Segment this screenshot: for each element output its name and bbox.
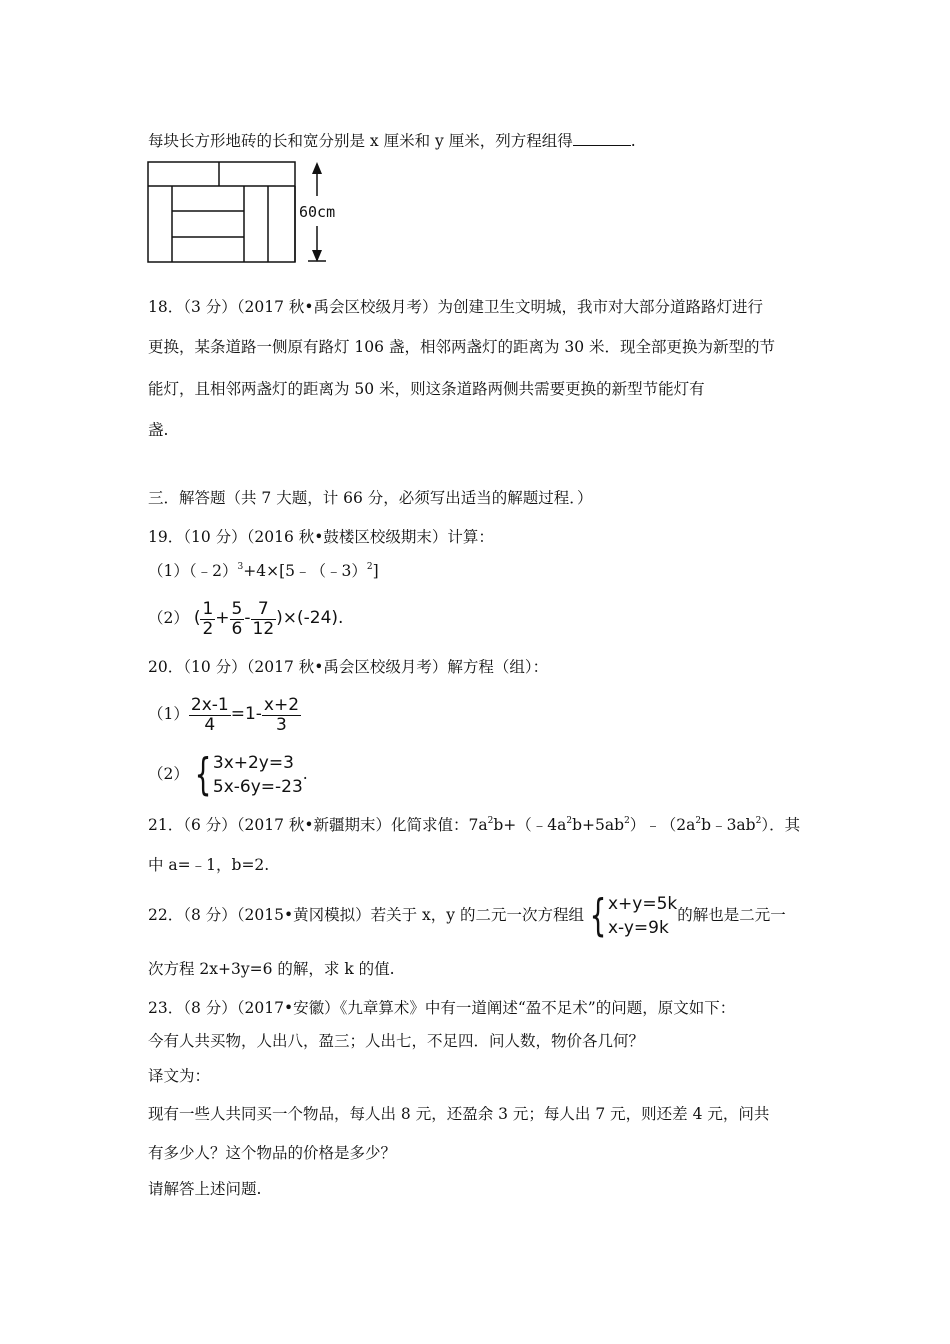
q18-line3: 能灯，且相邻两盏灯的距离为 50 米，则这条道路两侧共需要更换的新型节能灯有 — [148, 380, 705, 398]
fraction: $\frac{1}{2}$ — [202, 598, 214, 639]
q18-line1: 18．（3 分）（2017 秋•禹会区校级月考）为创建卫生文明城，我市对大部分道路路灯进行 — [148, 298, 764, 316]
q20-part1: （1） $\frac{2x-1}{4}$ =1- $\frac{x+2}{3}$ — [148, 694, 300, 735]
q19-part1: （1）（﹣2）$^3$+4×[5﹣（﹣3）$^2$] — [148, 561, 379, 580]
equation-system: 3x+2y=3 5x-6y=-23 — [212, 753, 303, 797]
equation-system: x+y=5k x-y=9k — [607, 894, 678, 938]
figure-label: 60cm — [299, 203, 336, 221]
q23-line1: 23．（8 分）（2017•安徽）《九章算术》中有一道阐述“盈不足术”的问题，原文如下： — [148, 999, 736, 1017]
q23-line6: 请解答上述问题. — [148, 1180, 262, 1198]
q23-line4: 现有一些人共同买一个物品，每人出 8 元，还盈余 3 元；每人出 7 元，则还差 4 元，问共 — [148, 1105, 770, 1123]
fraction: $\frac{x+2}{3}$ — [263, 694, 300, 735]
q23-line2: 今有人共买物，人出八，盈三；人出七，不足四．问人数，物价各几何？ — [148, 1032, 645, 1050]
fraction: $\frac{2x-1}{4}$ — [190, 694, 229, 735]
fraction: $\frac{5}{6}$ — [231, 598, 243, 639]
q19-part2: （2） ( $\frac{1}{2}$ + $\frac{5}{6}$ - $\frac{7}{12}$ )×(-24). — [148, 598, 344, 639]
q17-text — [148, 131, 636, 151]
brace-icon: { — [589, 890, 607, 941]
q20-header: 20．（10 分）（2017 秋•禹会区校级月考）解方程（组）： — [148, 658, 549, 676]
tile-figure — [146, 160, 346, 266]
q20-part2: （2） { 3x+2y=3 5x-6y=-23 . — [148, 749, 308, 800]
q18-line2: 更换，某条道路一侧原有路灯 106 盏，相邻两盏灯的距离为 30 米．现全部更换为新型的节 — [148, 338, 776, 356]
q22-line2: 次方程 2x+3y=6 的解，求 k 的值. — [148, 960, 395, 978]
q23-line3: 译文为： — [148, 1067, 211, 1085]
q17-text-after: . — [630, 132, 636, 150]
q18-line4: 盏. — [148, 421, 169, 439]
answer-blank — [573, 131, 631, 146]
fraction: $\frac{7}{12}$ — [252, 598, 275, 639]
q17-text-before: 每块长方形地砖的长和宽分别是 x 厘米和 y 厘米，列方程组得 — [148, 132, 573, 150]
q21-line1: 21．（6 分）（2017 秋•新疆期末）化简求值：$7a^2b+(﹣4a^2b+5ab^2)﹣(2a^2b﹣3ab^2)$．其 — [148, 815, 801, 834]
q23-line5: 有多少人？这个物品的价格是多少？ — [148, 1144, 397, 1162]
brace-icon: { — [194, 749, 212, 800]
section-heading: 三．解答题（共 7 大题，计 66 分，必须写出适当的解题过程．） — [148, 489, 593, 507]
q21-line2: 中 a=﹣1，b=2. — [148, 856, 270, 874]
q22-line1: 22．（8 分）（2015•黄冈模拟）若关于 x，y 的二元一次方程组 { x+y=5k x-y=9k 的解也是二元一 — [148, 890, 786, 941]
q19-header: 19．（10 分）（2016 秋•鼓楼区校级期末）计算： — [148, 528, 494, 546]
